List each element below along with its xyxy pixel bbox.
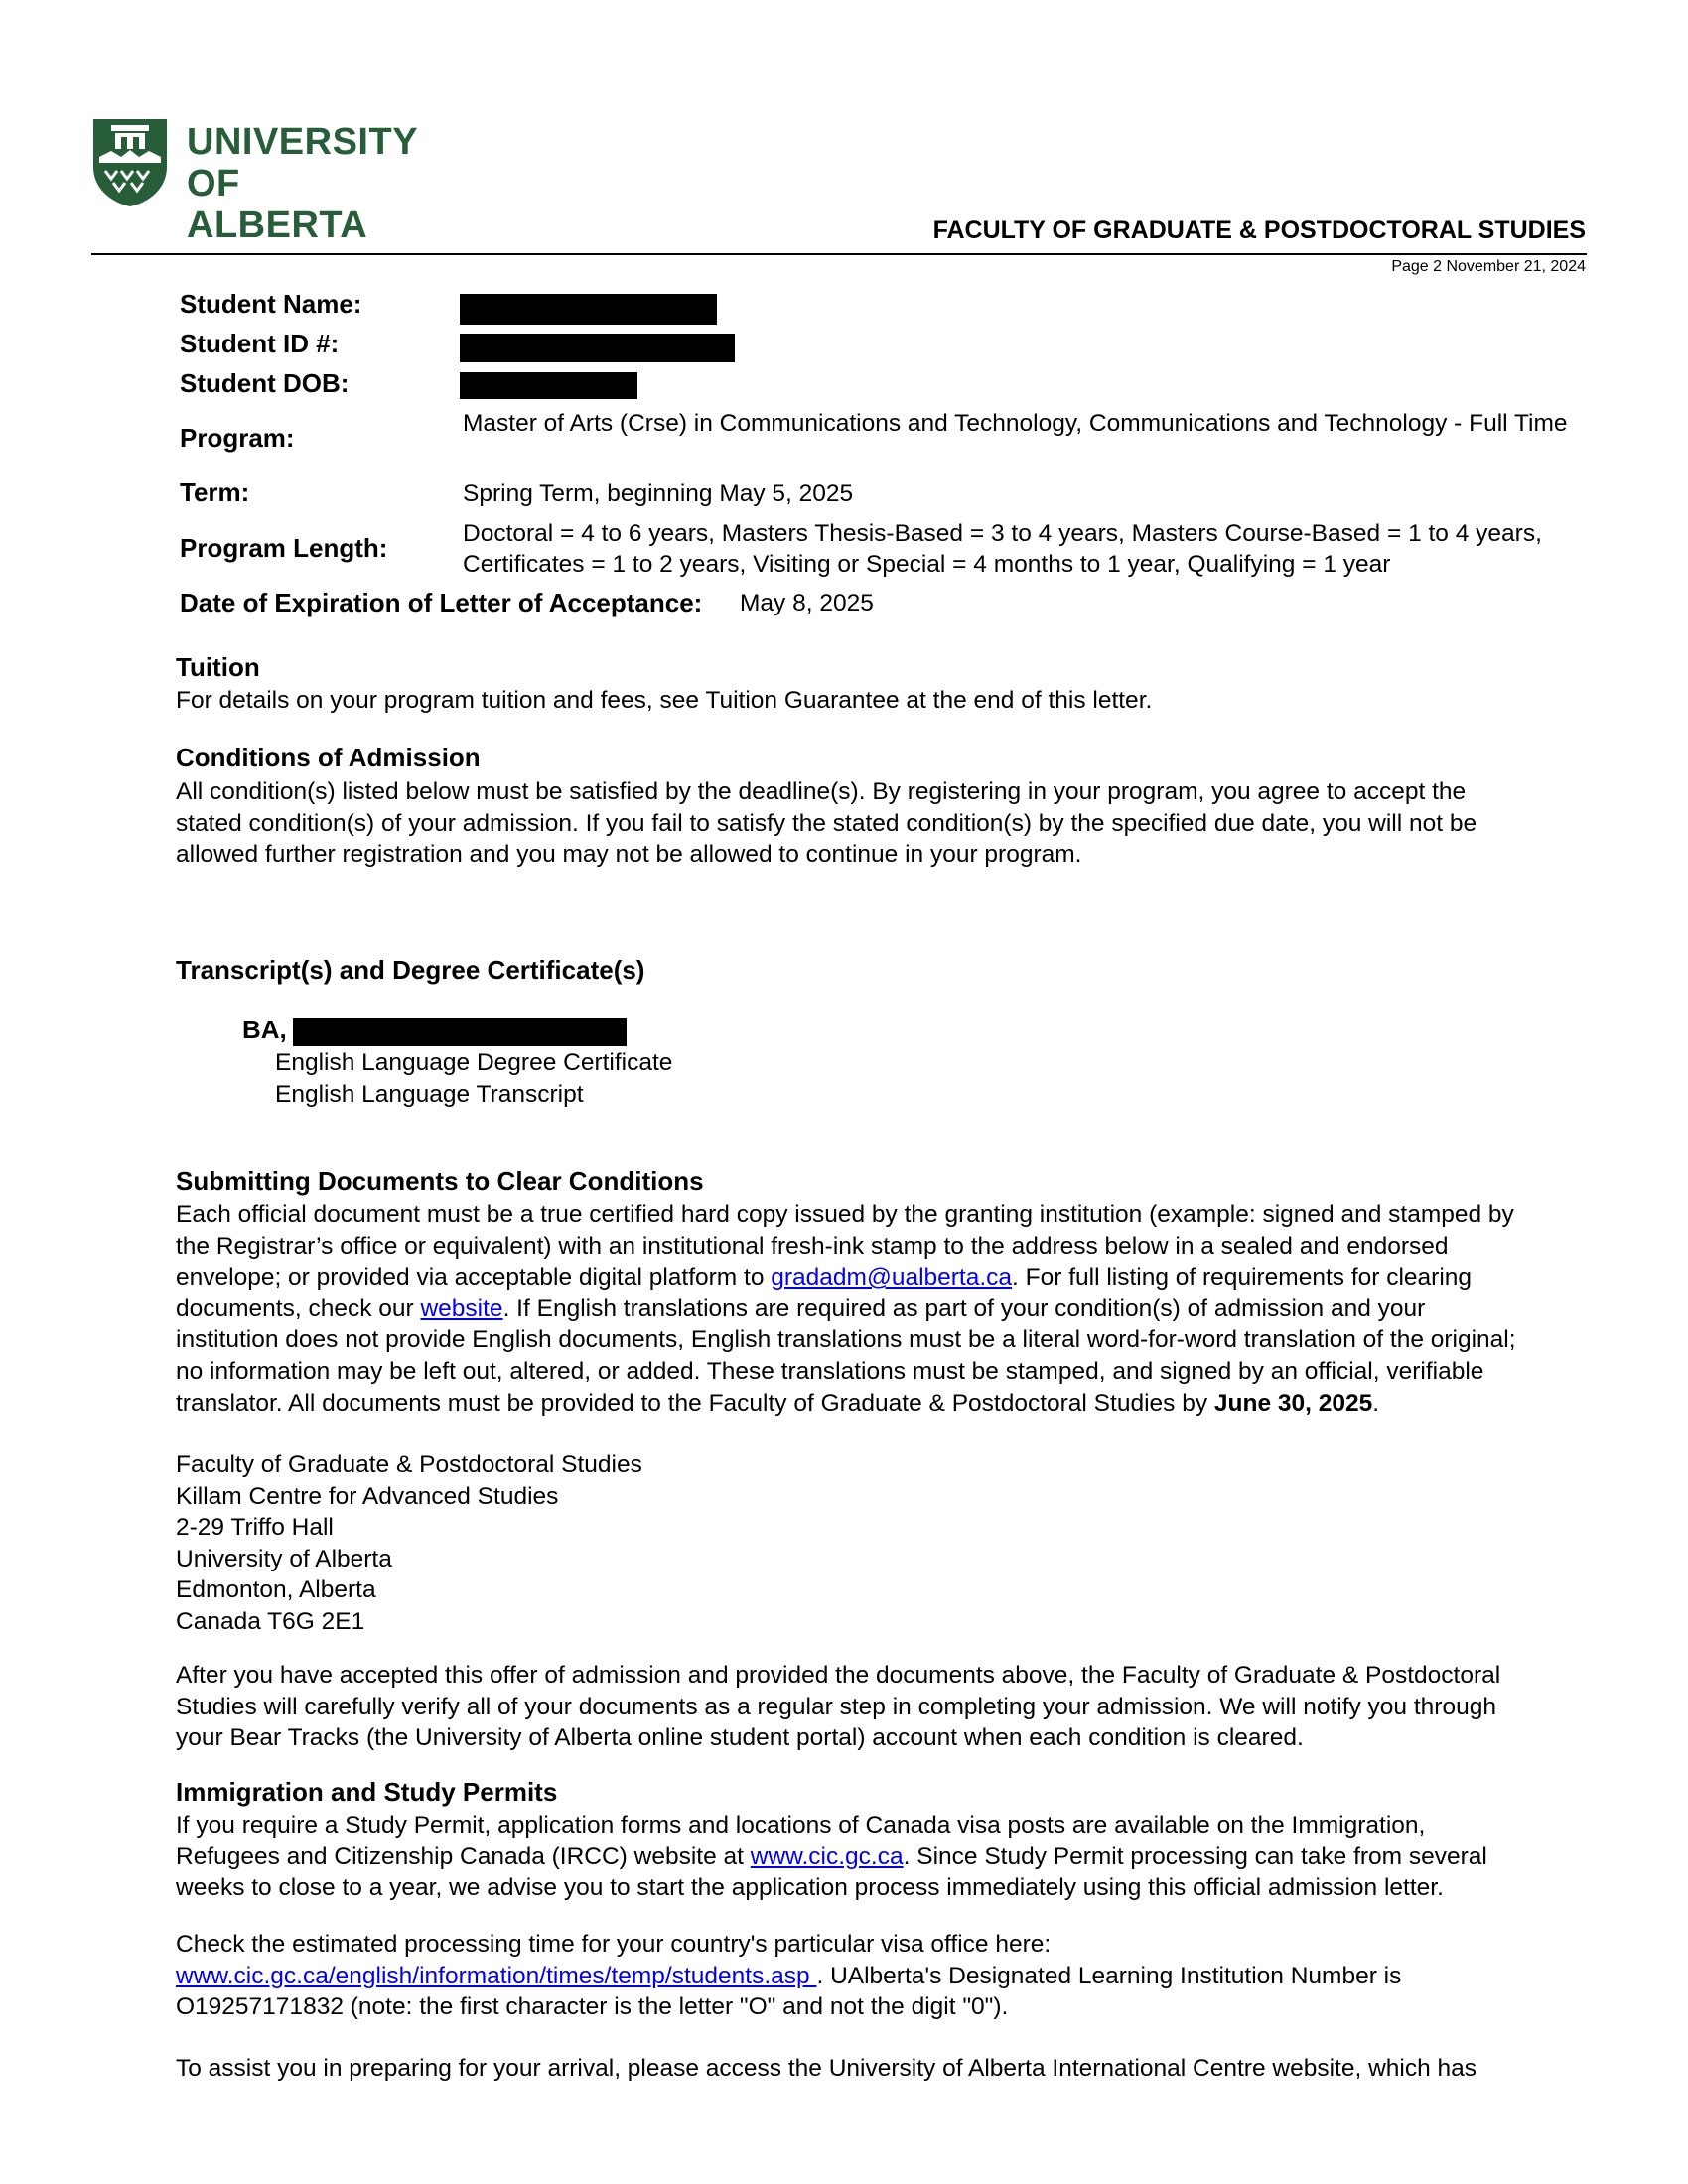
degree-label: BA, (242, 1015, 287, 1044)
submitting-line-7 (176, 1388, 1596, 1420)
program-length-label: Program Length: (180, 533, 388, 563)
submitting-line-4-post: . If English translations are required as part of your condition(s) of admission and your (502, 1295, 1426, 1322)
processing-line-3: O19257171832 (note: the first character is the letter "O" and not the digit "0"). (176, 1993, 1009, 2021)
program-label: Program: (180, 423, 295, 453)
program-length-value: Doctoral = 4 to 6 years, Masters Thesis-Based = 3 to 4 years, Masters Course-Based = 1 to 4 years, Certificates = 1 to 2 years, Visiting or Special = 4 months to 1 year, Qualifying = 1 year (463, 520, 1542, 578)
gradadm-email-link[interactable]: gradadm@ualberta.ca (771, 1264, 1013, 1292)
processing-text (176, 1929, 1596, 2023)
address-line-4: University of Alberta (176, 1545, 392, 1572)
submitting-line-5: institution does not provide English documents, English translations must be a literal word-for-word translation of the original; (176, 1326, 1516, 1354)
student-id-label: Student ID #: (180, 329, 340, 358)
submitting-line-2: the Registrar’s office or equivalent) with an institutional fresh-ink stamp to the address below in a sealed and endorsed (176, 1232, 1449, 1260)
arrival-line: To assist you in preparing for your arrival, please access the University of Alberta International Centre website, which has (176, 2055, 1477, 2082)
header-divider (91, 253, 1587, 255)
processing-line-2 (176, 1961, 1596, 1992)
student-name-label: Student Name: (180, 289, 362, 319)
conditions-text (176, 776, 1596, 871)
submitting-line-4 (176, 1294, 1596, 1325)
processing-times-link[interactable]: www.cic.gc.ca/english/information/times/temp/students.asp (176, 1962, 817, 1989)
term-value: Spring Term, beginning May 5, 2025 (463, 480, 854, 507)
submitting-line-7-pre: translator. All documents must be provided to the Faculty of Graduate & Postdoctoral Studies by (176, 1389, 1214, 1417)
transcripts-heading: Transcript(s) and Degree Certificate(s) (176, 955, 645, 985)
tuition-heading: Tuition (176, 652, 260, 682)
address-line-3: 2-29 Triffo Hall (176, 1514, 334, 1542)
conditions-heading: Conditions of Admission (176, 743, 481, 772)
address-line-1: Faculty of Graduate & Postdoctoral Studies (176, 1451, 642, 1478)
transcript-item-2: English Language Transcript (275, 1080, 584, 1108)
submitting-line-3-post: . For full listing of requirements for clearing (1012, 1264, 1473, 1292)
redaction-name (460, 294, 717, 325)
immigration-line-1: If you require a Study Permit, application forms and locations of Canada visa posts are available on the Immigration, (176, 1812, 1426, 1839)
deadline-date: June 30, 2025 (1213, 1389, 1373, 1417)
expiration-label: Date of Expiration of Letter of Acceptance: (180, 588, 703, 617)
crest-icon (91, 117, 169, 208)
university-wordmark (187, 121, 429, 246)
submitting-line-6: no information may be left out, altered, or added. These translations must be stamped, and signed by an official, verifiable (176, 1357, 1484, 1385)
address-line-5: Edmonton, Alberta (176, 1576, 376, 1604)
immigration-line-2-pre: Refugees and Citizenship Canada (IRCC) website at (176, 1843, 751, 1870)
submitting-line-4-pre: documents, check our (176, 1295, 421, 1322)
transcript-item-1: English Language Degree Certificate (275, 1049, 673, 1076)
redaction-institution (293, 1018, 627, 1046)
processing-line-2-post: . UAlberta's Designated Learning Institution Number is (816, 1962, 1402, 1989)
conditions-line-3: allowed further registration and you may not be allowed to continue in your program. (176, 841, 1082, 869)
immigration-heading: Immigration and Study Permits (176, 1777, 558, 1807)
submitting-line-1: Each official document must be a true certified hard copy issued by the granting institution (example: signed and stamped by (176, 1201, 1514, 1228)
after-line-3: your Bear Tracks (the University of Alberta online student portal) account when each condition is cleared. (176, 1724, 1304, 1752)
address-line-6: Canada T6G 2E1 (176, 1607, 365, 1635)
conditions-line-1: All condition(s) listed below must be satisfied by the deadline(s). By registering in your program, you agree to accept the (176, 778, 1467, 805)
immigration-line-2 (176, 1842, 1596, 1873)
tuition-line: For details on your program tuition and fees, see Tuition Guarantee at the end of this letter. (176, 687, 1153, 714)
redaction-id (460, 334, 735, 362)
conditions-line-2: stated condition(s) of your admission. If you fail to satisfy the stated condition(s) by the specified due date, you will not be (176, 809, 1477, 837)
program-value: Master of Arts (Crse) in Communications and Technology, Communications and Technology - Full Time (463, 410, 1568, 437)
logo-line-2: OF ALBERTA (187, 163, 368, 246)
faculty-header: FACULTY OF GRADUATE & POSTDOCTORAL STUDIES (932, 216, 1586, 244)
website-link[interactable]: website (420, 1295, 503, 1322)
student-dob-label: Student DOB: (180, 368, 350, 398)
after-line-1: After you have accepted this offer of admission and provided the documents above, the Faculty of Graduate & Postdoctoral (176, 1662, 1501, 1689)
expiration-value: May 8, 2025 (740, 590, 874, 616)
tuition-text (176, 685, 1596, 717)
after-line-2: Studies will carefully verify all of your documents as a regular step in completing your admission. We will notify you through (176, 1693, 1496, 1720)
transcript-items (275, 1047, 1069, 1110)
immigration-line-2-post: . Since Study Permit processing can take from several (903, 1843, 1487, 1870)
mailing-address (176, 1449, 1596, 1638)
submitting-heading: Submitting Documents to Clear Conditions (176, 1166, 704, 1196)
page-info: Page 2 November 21, 2024 (1391, 258, 1586, 275)
university-logo (91, 117, 429, 246)
processing-line-1: Check the estimated processing time for your country's particular visa office here: (176, 1931, 1052, 1958)
term-label: Term: (180, 478, 250, 507)
submitting-text (176, 1199, 1596, 1419)
arrival-text (176, 2053, 1596, 2085)
submitting-line-3 (176, 1262, 1596, 1294)
logo-line-1: UNIVERSITY (187, 121, 419, 163)
address-line-2: Killam Centre for Advanced Studies (176, 1482, 559, 1510)
immigration-line-3: weeks to close to a year, we advise you to start the application process immediately using this official admission letter. (176, 1874, 1444, 1902)
immigration-text (176, 1810, 1596, 1904)
submitting-line-7-post: . (1372, 1389, 1380, 1417)
cic-website-link[interactable]: www.cic.gc.ca (750, 1843, 904, 1870)
after-acceptance-text (176, 1660, 1596, 1754)
submitting-line-3-pre: envelope; or provided via acceptable digital platform to (176, 1264, 772, 1292)
redaction-dob (460, 372, 637, 399)
